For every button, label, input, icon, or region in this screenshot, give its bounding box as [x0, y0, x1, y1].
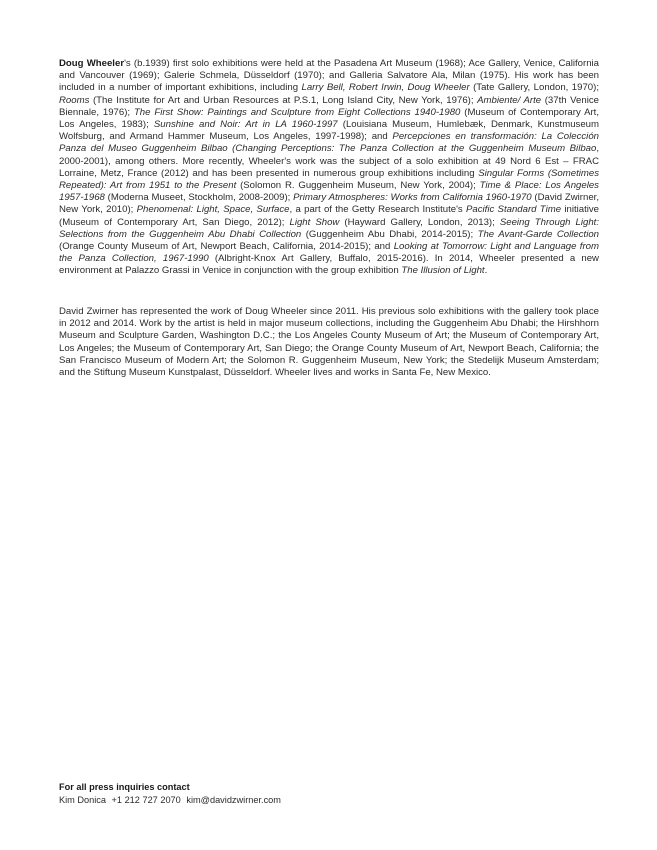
- exhibition-title: Time & Place: Los Angeles 1957-1968: [59, 180, 599, 204]
- bio-text: (Solomon R. Guggenheim Museum, New York, 2004);: [236, 180, 480, 192]
- exhibition-title: Light Show: [289, 216, 340, 228]
- bio-text: , a part of the Getty Research Institute's: [289, 204, 466, 216]
- bio-text: , 2000-2001), among others. More recently, Wheeler's work was the subject of a solo exhibition at 49 Nord 6 Est – FRAC Lorraine, Metz, France (2012) and has been presented in numerous group exhibitions including: [59, 143, 599, 179]
- press-contact-footer: [59, 781, 599, 806]
- exhibition-title: The Illusion of Light: [401, 265, 485, 277]
- exhibition-title: Ambiente/ Arte: [477, 94, 542, 106]
- exhibition-title: Primary Atmospheres: Works from California 1960-1970: [293, 192, 532, 204]
- bio-text: (Tate Gallery, London, 1970);: [469, 82, 599, 94]
- contact-email: kim@davidzwirner.com: [186, 794, 281, 805]
- exhibition-title: Larry Bell, Robert Irwin, Doug Wheeler: [301, 82, 470, 94]
- exhibition-title: The Avant-Garde Collection: [477, 228, 600, 240]
- artist-bio-paragraph: [59, 58, 599, 278]
- initiative-title: Pacific Standard Time: [466, 204, 562, 216]
- contact-phone: +1 212 727 2070: [111, 794, 181, 805]
- bio-text: initiative (Museum of Contemporary Art, San Diego, 2012);: [59, 204, 600, 228]
- exhibition-title: Singular Forms (Sometimes Repeated): Art from 1951 to the Present: [59, 167, 599, 192]
- exhibition-title: Seeing Through Light: Selections from the Guggenheim Abu Dhabi Collection: [59, 216, 600, 240]
- bio-text: (Moderna Museet, Stockholm, 2008-2009);: [104, 192, 294, 204]
- exhibition-title: Rooms: [59, 94, 90, 106]
- artist-name: Doug Wheeler: [59, 58, 125, 69]
- gallery-representation-paragraph: David Zwirner has represented the work of Doug Wheeler since 2011. His previous solo exhibitions with the gallery took place in 2012 and 2014. Work by the artist is held in major museum collections, including the Guggenheim Abu Dhabi; the Hirshhorn Museum and Sculpture Garden, Washington D.C.; the Los Angeles County Museum of Art; the Museum of Contemporary Art, Los Angeles; the Museum of Contemporary Art, San Diego; the Orange County Museum of Art, Newport Beach, California; the San Francisco Museum of Modern Art; the Solomon R. Guggenheim Museum, New York; the Stedelijk Museum Amsterdam; and the Stiftung Museum Kunstpalast, Düsseldorf. Wheeler lives and works in Santa Fe, New Mexico.: [59, 306, 599, 379]
- bio-text: (Museum of Contemporary Art, Los Angeles, 1983);: [59, 106, 599, 131]
- bio-text: (37th Venice Biennale, 1976);: [59, 94, 599, 118]
- exhibition-title: Looking at Tomorrow: Light and Language from the Panza Collection, 1967-1990: [59, 241, 599, 265]
- exhibition-title: Sunshine and Noir: Art in LA 1960-1997: [153, 119, 338, 131]
- contact-name: Kim Donica: [59, 794, 106, 805]
- exhibition-title: Percepciones en transformación: La Colección Panza del Museo Guggenheim Bilbao (Changing Perceptions: The Panza Collection at the Guggenheim Museum Bilbao: [59, 131, 599, 155]
- bio-text: (Hayward Gallery, London, 2013);: [339, 216, 500, 228]
- exhibition-title: Phenomenal: Light, Space, Surface: [136, 204, 290, 216]
- bio-text: 's (b.1939) first solo exhibitions were held at the Pasadena Art Museum (1968); Ace Gallery, Venice, California and Vancouver (1969); Galerie Schmela, Düsseldorf (1970); and Galleria Salvatore Ala, Milan (1975). His work has been included in a number of important exhibitions, including: [59, 58, 600, 94]
- bio-text: (David Zwirner, New York, 2010);: [59, 192, 600, 216]
- bio-text: (The Institute for Art and Urban Resources at P.S.1, Long Island City, New York, 1976);: [89, 94, 478, 106]
- bio-text: .: [484, 265, 488, 277]
- bio-text: (Guggenheim Abu Dhabi, 2014-2015);: [301, 228, 478, 240]
- bio-text: (Albright-Knox Art Gallery, Buffalo, 2015-2016). In 2014, Wheeler presented a new environment at Palazzo Grassi in Venice in conjunction with the group exhibition: [59, 253, 599, 277]
- exhibition-title: The First Show: Paintings and Sculpture from Eight Collections 1940-1980: [133, 106, 461, 118]
- press-contact-line: [59, 794, 599, 807]
- press-contact-heading: For all press inquiries contact: [59, 782, 190, 792]
- bio-text: (Orange County Museum of Art, Newport Beach, California, 2014-2015); and: [59, 241, 394, 253]
- bio-text: (Louisiana Museum, Humlebæk, Denmark, Kunstmuseum Wolfsburg, and Armand Hammer Museum, Los Angeles, 1997-1998); and: [59, 119, 599, 143]
